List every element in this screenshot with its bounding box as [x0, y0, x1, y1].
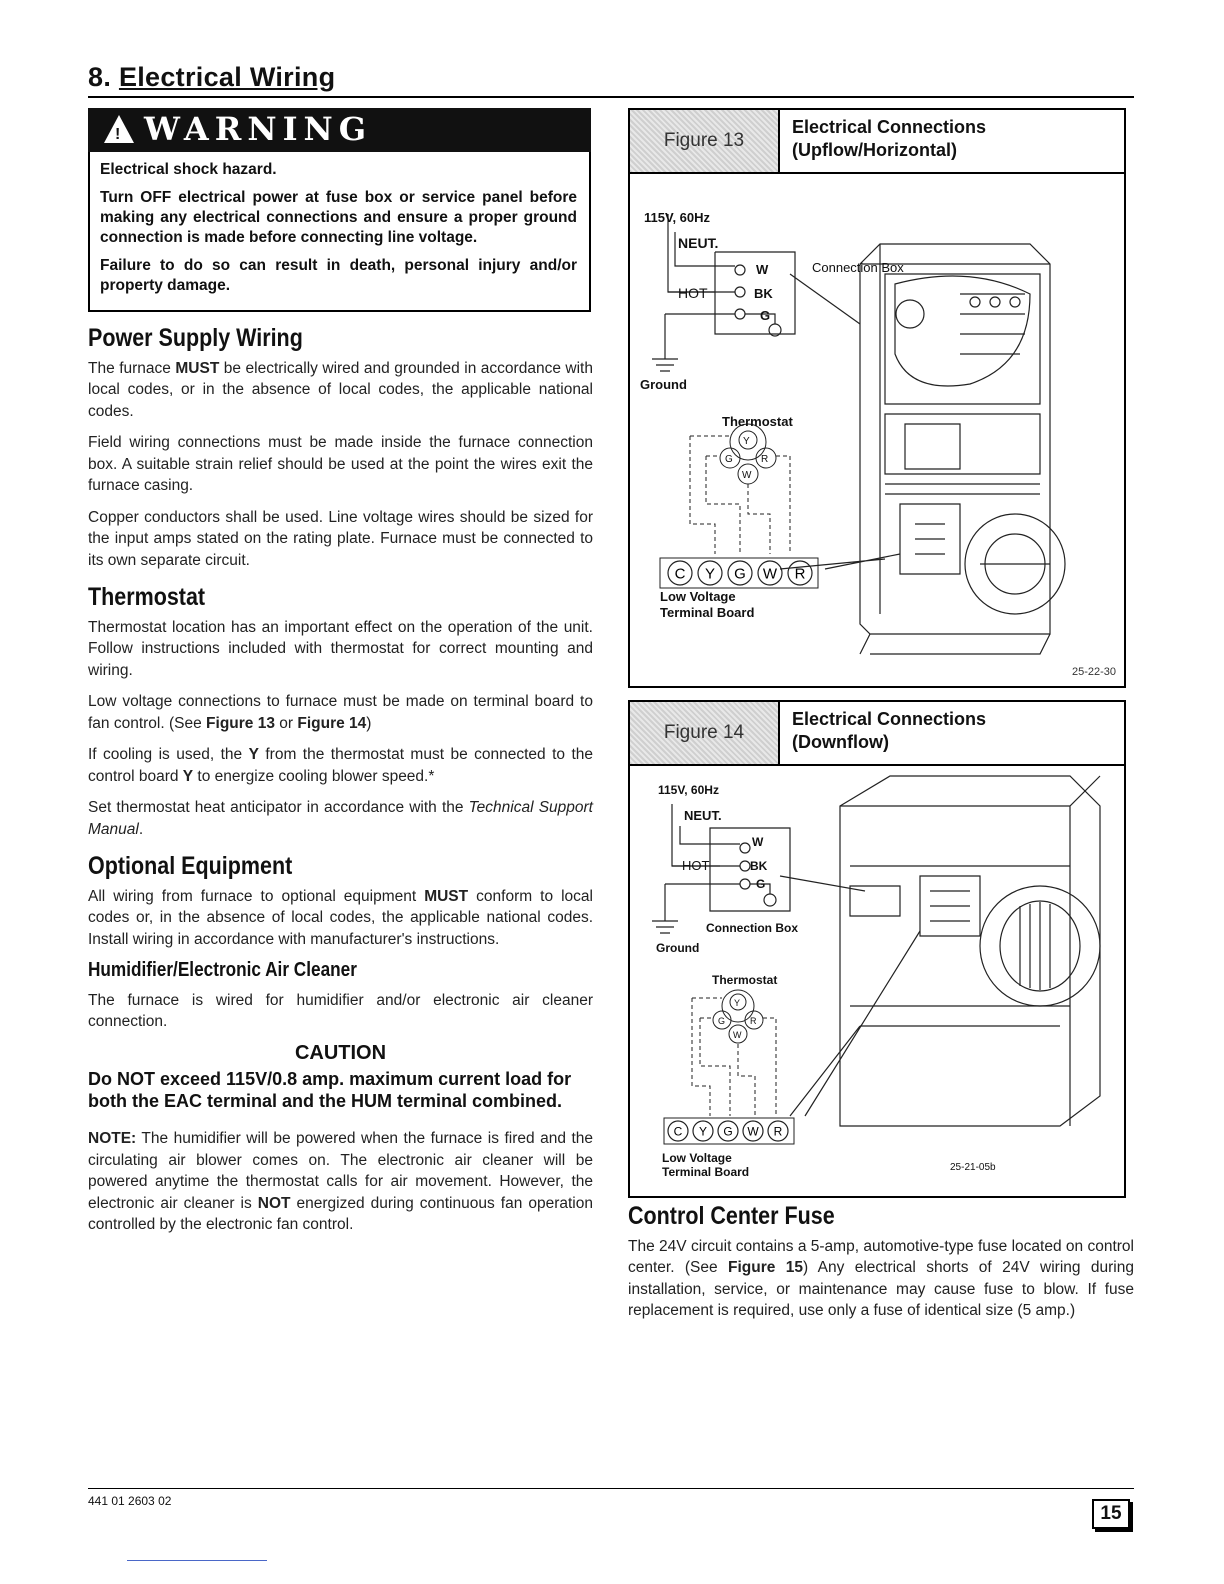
w-label: W	[756, 262, 769, 277]
power-supply-paragraph: Copper conductors shall be used. Line voltage wires should be sized for the input amps stated on the rating plate. Furnace must be connected to its own separate circuit.	[88, 508, 593, 569]
bk-label: BK	[754, 286, 773, 301]
bk-label: BK	[750, 859, 768, 873]
left-column	[88, 108, 593, 1246]
warning-header	[88, 108, 591, 152]
warning-box	[88, 108, 591, 312]
figure-14	[628, 700, 1126, 1198]
power-supply-paragraph: The furnace MUST be electrically wired and grounded in accordance with local codes, or in the absence of local codes, the applicable national codes.	[88, 359, 593, 420]
figure-title: Electrical Connections (Upflow/Horizontal)	[792, 117, 987, 160]
right-column	[628, 108, 1134, 1332]
figure-body	[630, 766, 1124, 1196]
figure-code: 25-22-30	[1071, 666, 1116, 678]
terminal-board-14	[668, 1121, 788, 1141]
terminal-label: R	[773, 1124, 783, 1139]
thermostat-heading: Thermostat	[88, 583, 206, 611]
stat-terminal: Y	[743, 436, 750, 447]
terminal-label: Y	[698, 1124, 708, 1139]
stat-terminal: R	[750, 1016, 757, 1026]
control-center-fuse-paragraph: The 24V circuit contains a 5-amp, automotive-type fuse located on control center. (See Figure 15) Any electrical shorts of 24V wiring during installation, service, or maintenance may cause fuse to blow. If fuse replacement is required, use only a fuse of identical size (5 amp.)	[628, 1237, 1134, 1319]
optional-equipment-paragraph: All wiring from furnace to optional equipment MUST conform to local codes or, in the absence of local codes, the applicable national codes. Install wiring in accordance with manufacturer's instructions.	[88, 887, 593, 948]
power-supply-heading: Power Supply Wiring	[88, 324, 303, 352]
terminal-board-label: Terminal Board	[660, 605, 755, 620]
supply-label: 115V, 60Hz	[658, 783, 719, 797]
figure-label: Figure 13	[630, 110, 780, 172]
ground-label: Ground	[640, 377, 687, 392]
terminal-label: W	[747, 1124, 759, 1139]
stat-terminal: G	[725, 454, 733, 465]
terminal-label: G	[734, 565, 746, 583]
figure-code: 25-21-05b	[950, 1162, 996, 1173]
stat-terminal: G	[718, 1016, 726, 1026]
warning-heading: WARNING	[144, 110, 373, 149]
figure-13	[628, 108, 1126, 688]
hot-label: HOT	[678, 285, 708, 301]
stat-terminal: W	[742, 470, 752, 481]
neutral-label: NEUT.	[684, 808, 722, 823]
neutral-label: NEUT.	[678, 235, 719, 251]
control-center-fuse-heading: Control Center Fuse	[628, 1202, 835, 1230]
warning-body	[90, 152, 589, 310]
w-label: W	[752, 835, 764, 849]
figure-14-reference: Figure 14	[297, 714, 367, 732]
low-voltage-label: Low Voltage	[662, 1151, 732, 1165]
thermostat-paragraph: Thermostat location has an important effect on the operation of the unit. Follow instructions included with thermostat for correct mounting and wiring.	[88, 618, 593, 679]
connection-box-label: Connection Box	[812, 260, 904, 275]
figure-header	[630, 110, 1124, 174]
terminal-label: G	[723, 1124, 733, 1139]
caution-text: Do NOT exceed 115V/0.8 amp. maximum current load for both the EAC terminal and the HUM terminal combined.	[88, 1069, 572, 1111]
terminal-label: R	[794, 565, 806, 583]
terminal-label: C	[673, 1124, 683, 1139]
figure-body	[630, 174, 1124, 686]
warning-text: Failure to do so can result in death, personal injury and/or property damage.	[100, 257, 577, 294]
section-number: 8.	[88, 62, 112, 92]
document-number: 441 01 2603 02	[88, 1494, 172, 1508]
thermostat-paragraph: Low voltage connections to furnace must be made on terminal board to fan control. (See Figure 13 or Figure 14)	[88, 693, 593, 732]
footer-rule	[88, 1488, 1134, 1489]
g-label: G	[756, 877, 766, 891]
terminal-label: W	[762, 565, 778, 583]
terminal-board-13	[668, 561, 812, 585]
low-voltage-label: Low Voltage	[660, 589, 736, 604]
warning-text: Turn OFF electrical power at fuse box or service panel before making any electrical connections and ensure a proper ground connection is made before connecting line voltage.	[100, 189, 577, 246]
thermostat-paragraph: Set thermostat heat anticipator in accordance with the Technical Support Manual.	[88, 799, 593, 838]
wiring-diagram-downflow	[630, 766, 1124, 1196]
stat-terminal: W	[733, 1030, 742, 1040]
power-supply-paragraph: Field wiring connections must be made inside the furnace connection box. A suitable strain relief should be used at the point the wires exit the furnace casing.	[88, 434, 593, 494]
thermostat-label: Thermostat	[722, 414, 793, 429]
title-rule	[88, 96, 1134, 98]
warning-text: Electrical shock hazard.	[100, 161, 277, 178]
figure-label: Figure 14	[630, 702, 780, 764]
humidifier-heading: Humidifier/Electronic Air Cleaner	[88, 959, 357, 981]
ground-label: Ground	[656, 941, 700, 955]
g-label: G	[760, 308, 771, 323]
supply-label: 115V, 60Hz	[644, 210, 711, 225]
connection-box-label: Connection Box	[706, 921, 798, 935]
terminal-label: C	[674, 565, 686, 583]
thermostat-label: Thermostat	[712, 973, 778, 987]
stat-terminal: R	[761, 454, 769, 465]
figure-header	[630, 702, 1124, 766]
figure-13-reference: Figure 13	[206, 714, 275, 732]
bottom-divider	[127, 1560, 267, 1561]
hot-label: HOT	[682, 858, 710, 873]
figure-title: Electrical Connections (Downflow)	[792, 709, 987, 752]
caution-title: CAUTION	[294, 1041, 387, 1064]
terminal-label: Y	[704, 565, 716, 583]
wiring-diagram-upflow	[630, 174, 1124, 686]
stat-terminal: Y	[734, 998, 741, 1008]
note-paragraph: NOTE: The humidifier will be powered when the furnace is fired and the circulating air blower comes on. The electronic air cleaner will be powered anytime the thermostat calls for air movement. However, the electronic air cleaner is NOT energized during continuous fan operation controlled by the electronic fan control.	[88, 1130, 593, 1233]
thermostat-paragraph: If cooling is used, the Y from the thermostat must be connected to the control board Y to energize cooling blower speed.*	[88, 746, 594, 785]
humidifier-paragraph: The furnace is wired for humidifier and/or electronic air cleaner connection.	[88, 991, 593, 1030]
page-number: 15	[1092, 1499, 1130, 1529]
optional-equipment-heading: Optional Equipment	[88, 852, 293, 880]
terminal-board-label: Terminal Board	[662, 1165, 750, 1179]
section-title-text: Electrical Wiring	[118, 62, 336, 92]
warning-triangle-icon: !	[104, 115, 134, 143]
section-title	[88, 62, 335, 93]
